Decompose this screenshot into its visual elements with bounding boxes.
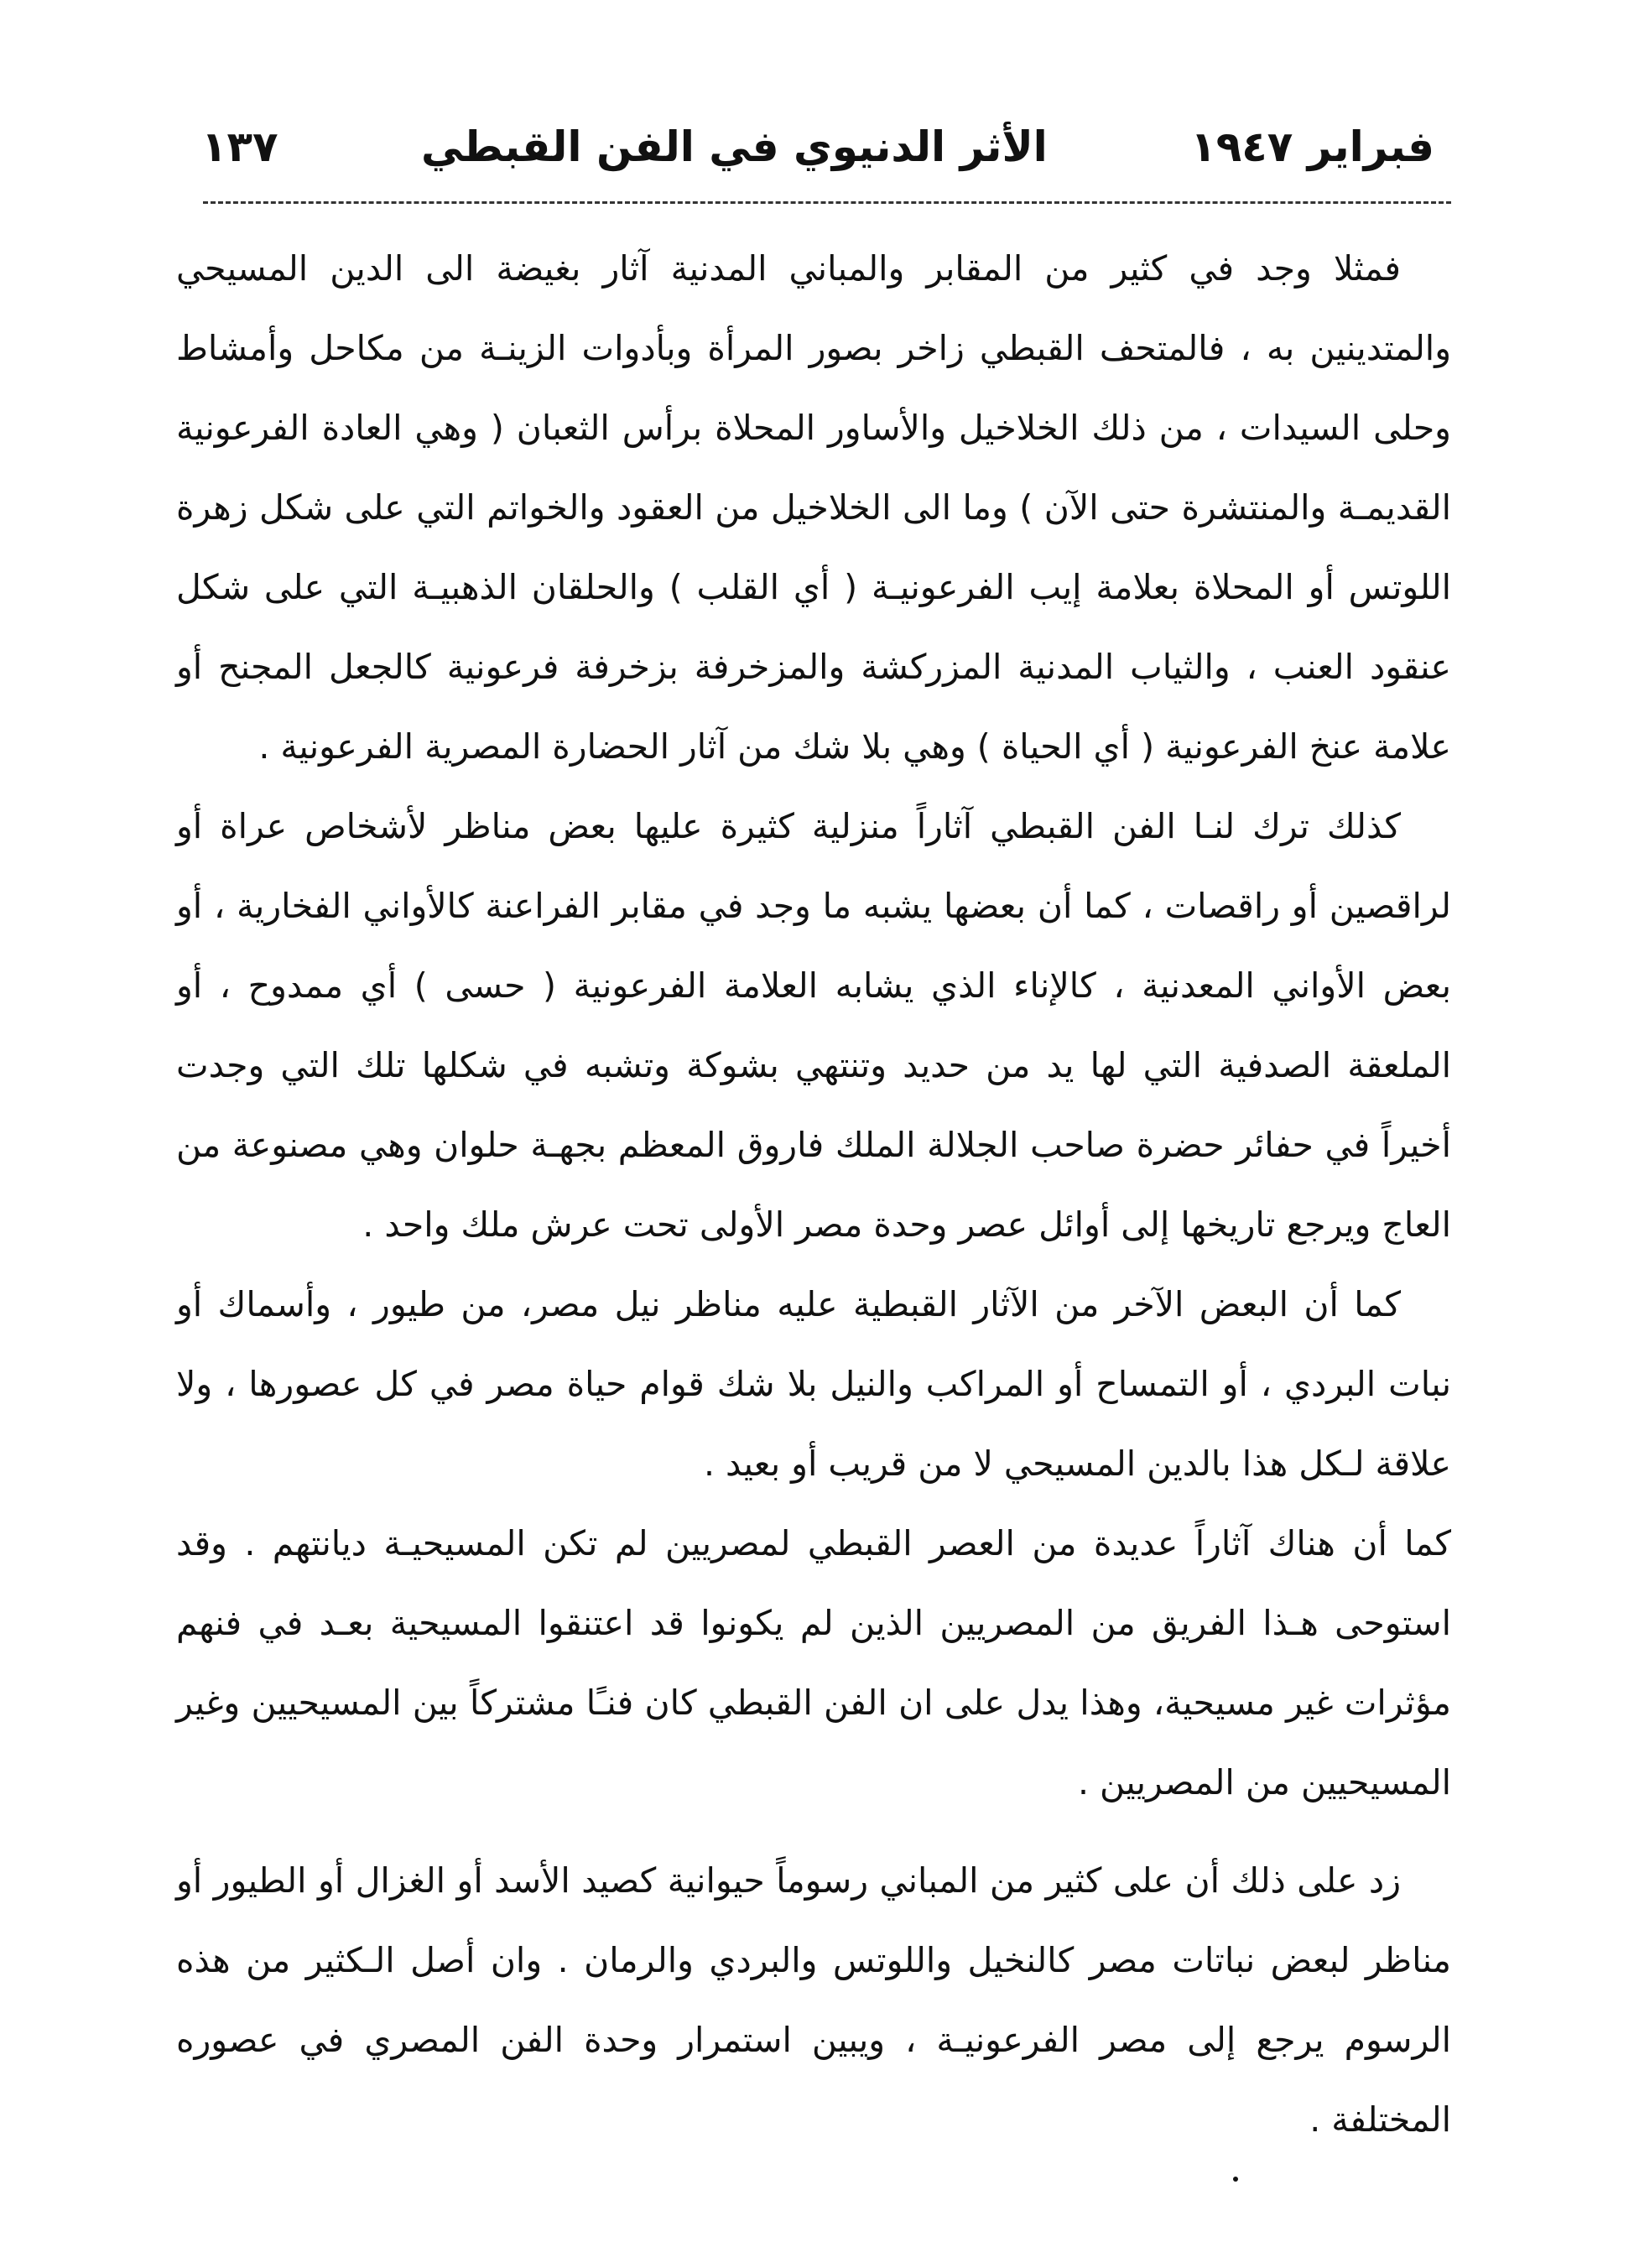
- paragraph-1: فمثلا وجد في كثير من المقابر والمباني المدنية آثار بغيضة الى الدين المسيحي والمتدينين به ، فالمتحف القبطي زاخر بصور المرأة وبأدوات الزينـة من مكاحل وأمشاط وحلى السيدات ، من ذلك الخلاخيل والأساور المحلاة برأس الثعبان ( وهي العادة الفرعونية القديمـة والمنتشرة حتى الآن ) وما الى الخلاخيل من العقود والخواتم التي على شكل زهرة اللوتس أو المحلاة بعلامة إيب الفرعونيـة ( أي القلب ) والحلقان الذهبيـة التي على شكل عنقود العنب ، والثياب المدنية المزركشة والمزخرفة بزخرفة فرعونية كالجعل المجنح أو علامة عنخ الفرعونية ( أي الحياة ) وهي بلا شك من آثار الحضارة المصرية الفرعونية .: [176, 248, 1451, 767]
- paragraph-5: زد على ذلك أن على كثير من المباني رسوماً حيوانية كصيد الأسد أو الغزال أو الطيور أو مناظر لبعض نباتات مصر كالنخيل واللوتس والبردي والرمان . وان أصل الـكثير من هذه الرسوم يرجع إلى مصر الفرعونيـة ، ويبين استمرار وحدة الفن المصري في عصوره المختلفة .: [176, 1860, 1451, 2140]
- header-rule: [203, 201, 1451, 204]
- body-text: [176, 229, 1451, 2160]
- stray-ink-dot: [1233, 2177, 1238, 2182]
- header-page-number: ١٣٧: [201, 122, 278, 171]
- header-title: الأثر الدنيوي في الفن القبطي: [420, 122, 1048, 171]
- paragraph-3: كما أن البعض الآخر من الآثار القبطية عليه مناظر نيل مصر، من طيور ، وأسماك أو نبات البردي ، أو التمساح أو المراكب والنيل بلا شك قوام حياة مصر في كل عصورها ، ولا علاقة لـكل هذا بالدين المسيحي لا من قريب أو بعيد .: [176, 1284, 1451, 1484]
- paragraph-4: كما أن هناك آثاراً عديدة من العصر القبطي لمصريين لم تكن المسيحيـة ديانتهم . وقد استوحى هـذا الفريق من المصريين الذين لم يكونوا قد اعتنقوا المسيحية بعـد في فنهم مؤثرات غير مسيحية، وهذا يدل على ان الفن القبطي كان فنـًا مشتركاً بين المسيحيين وغير المسيحيين من المصريين .: [176, 1523, 1451, 1802]
- running-head: [176, 122, 1451, 190]
- header-date: فبراير ١٩٤٧: [1190, 122, 1434, 171]
- paragraph-2: كذلك ترك لنـا الفن القبطي آثاراً منزلية كثيرة عليها بعض مناظر لأشخاص عراة أو لراقصين أو راقصات ، كما أن بعضها يشبه ما وجد في مقابر الفراعنة كالأواني الفخارية ، أو بعض الأواني المعدنية ، كالإناء الذي يشابه العلامة الفرعونية ( حسى ) أي ممدوح ، أو الملعقة الصدفية التي لها يد من حديد وتنتهي بشوكة وتشبه في شكلها تلك التي وجدت أخيراً في حفائر حضرة صاحب الجلالة الملك فاروق المعظم بجهـة حلوان وهي مصنوعة من العاج ويرجع تاريخها إلى أوائل عصر وحدة مصر الأولى تحت عرش ملك واحد .: [176, 806, 1451, 1245]
